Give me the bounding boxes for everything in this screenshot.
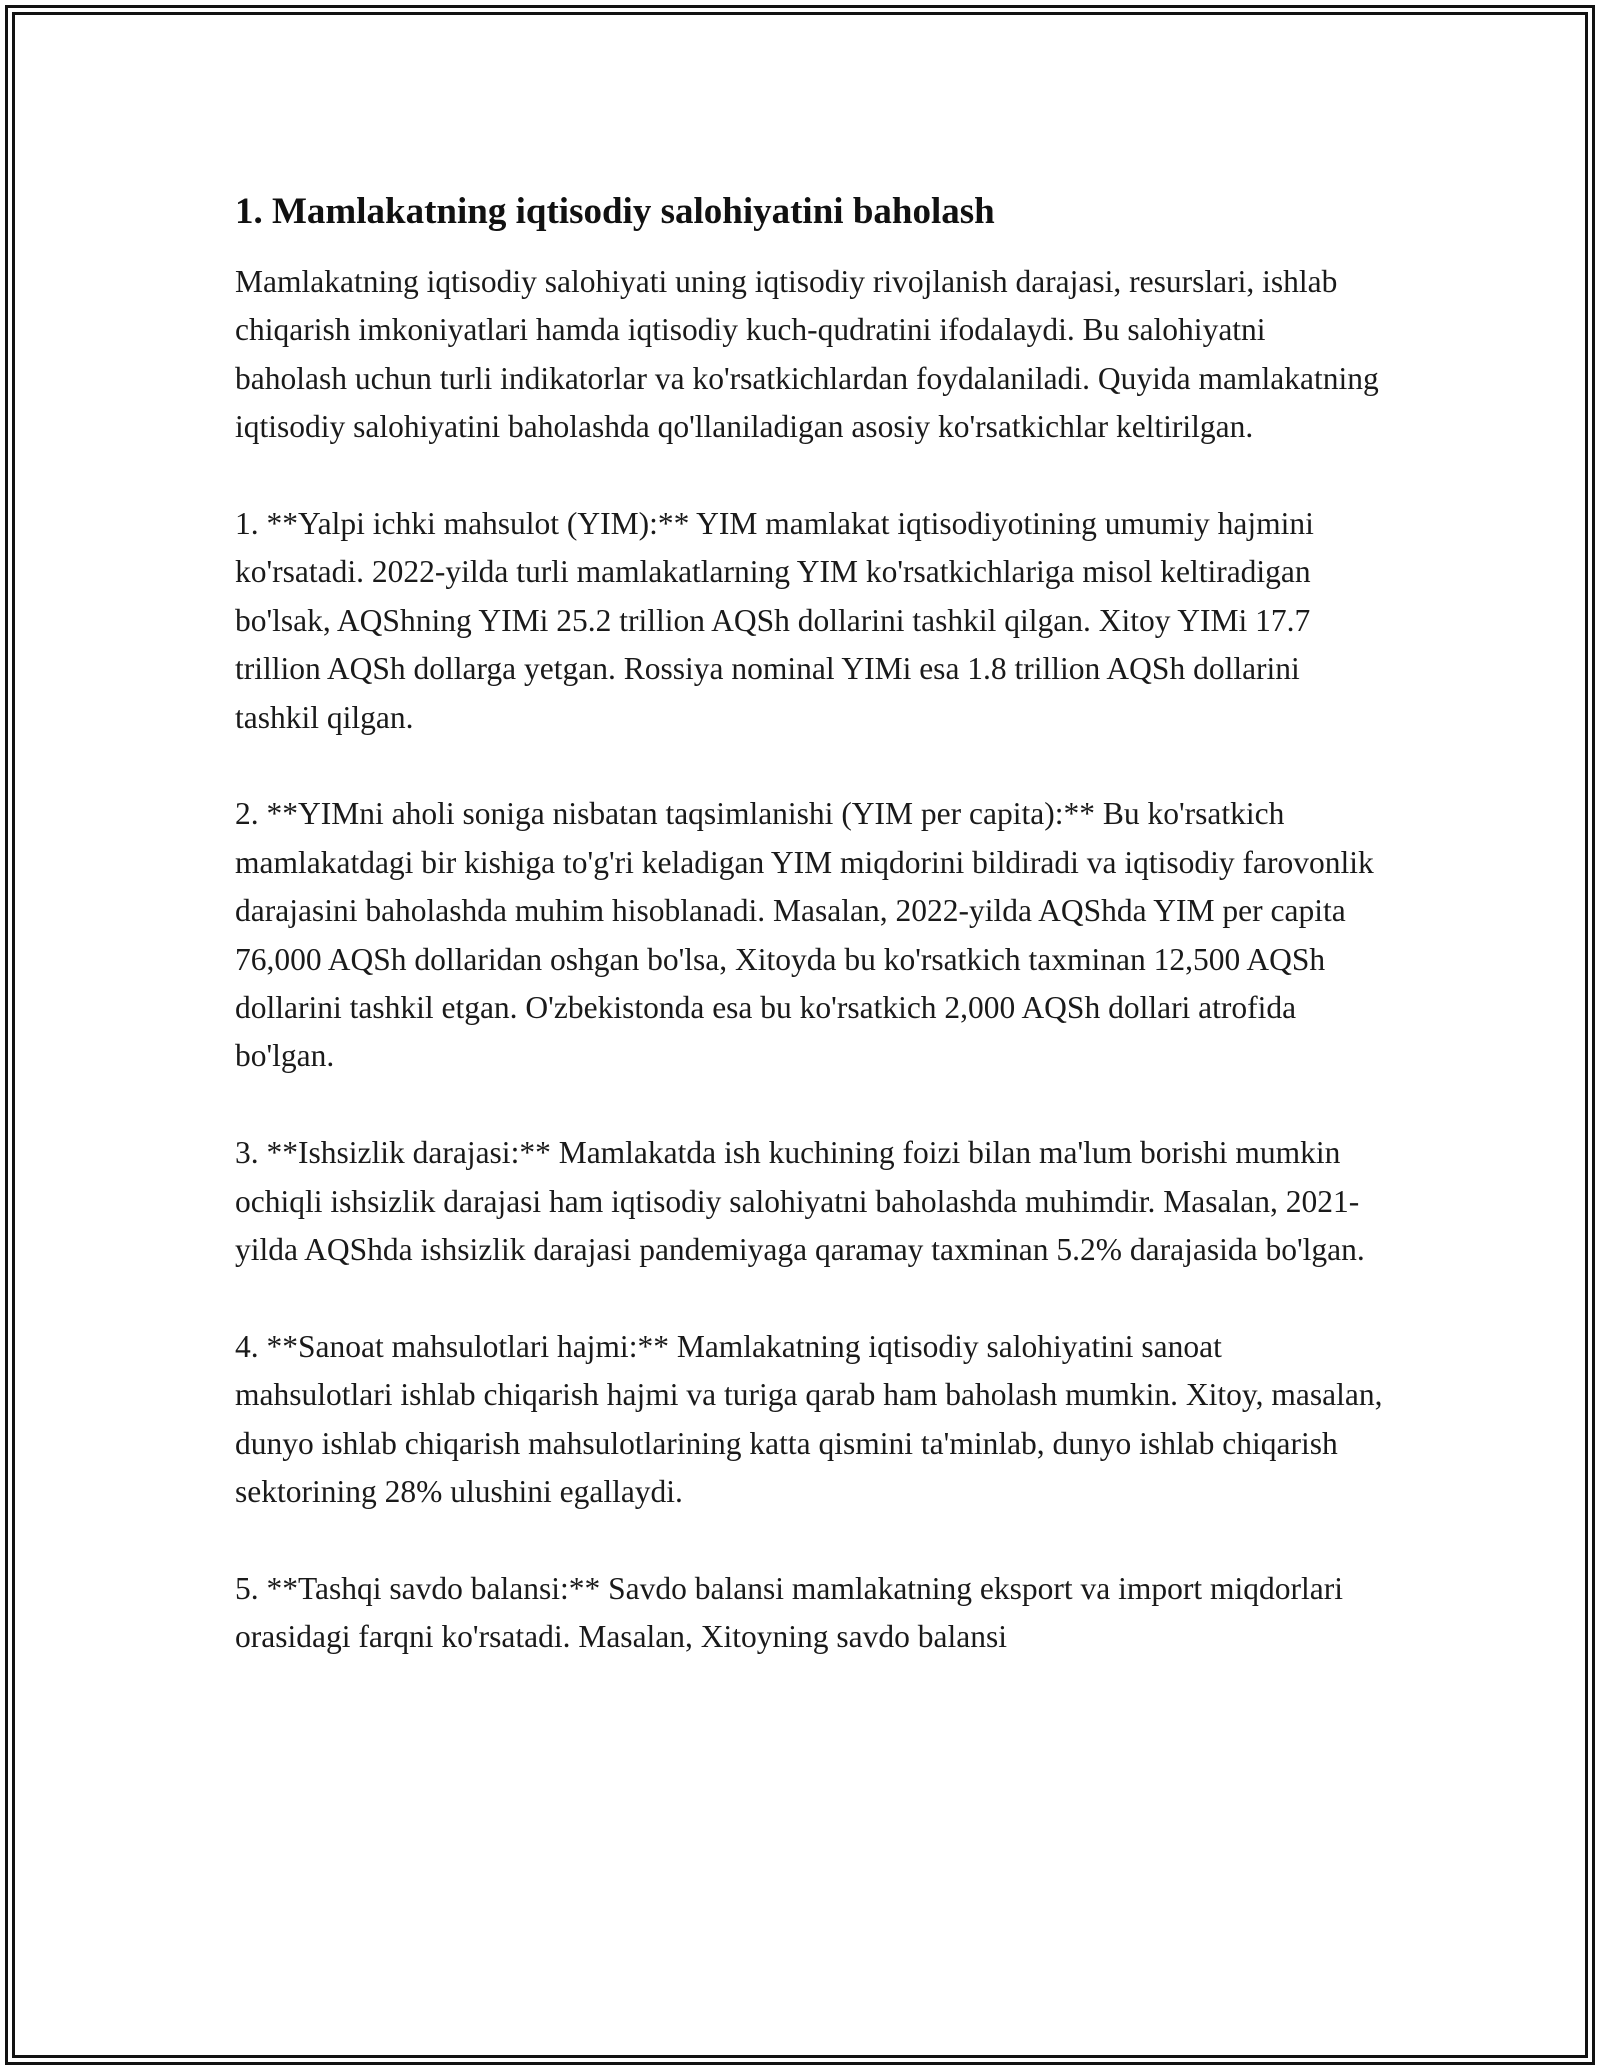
- industrial-output-paragraph: 4. **Sanoat mahsulotlari hajmi:** Mamlakatning iqtisodiy salohiyatini sanoat mahsulotlari ishlab chiqarish hajmi va turiga qarab ham baholash mumkin. Xitoy, masalan, dunyo ishlab chiqarish mahsulotlarining katta qismini ta'minlab, dunyo ishlab chiqarish sektorining 28% ulushini egallaydi.: [235, 1328, 1383, 1510]
- section-heading: 1. Mamlakatning iqtisodiy salohiyatini baholash: [235, 191, 995, 232]
- document-body: [235, 188, 1385, 1710]
- gdp-paragraph: 1. **Yalpi ichki mahsulot (YIM):** YIM mamlakat iqtisodiyotining umumiy hajmini ko'rsatadi. 2022-yilda turli mamlakatlarning YIM ko'rsatkichlariga misol keltiradigan bo'lsak, AQShning YIMi 25.2 trillion AQSh dollarini tashkil qilgan. Xitoy YIMi 17.7 trillion AQSh dollarga yetgan. Rossiya nominal YIMi esa 1.8 trillion AQSh dollarini tashkil qilgan.: [235, 506, 1314, 735]
- intro-paragraph: Mamlakatning iqtisodiy salohiyati uning iqtisodiy rivojlanish darajasi, resurslari, ishlab chiqarish imkoniyatlari hamda iqtisodiy kuch-qudratini ifodalaydi. Bu salohiyatni baholash uchun turli indikatorlar va ko'rsatkichlardan foydalaniladi. Quyida mamlakatning iqtisodiy salohiyatini baholashda qo'llaniladigan asosiy ko'rsatkichlar keltirilgan.: [235, 264, 1379, 445]
- trade-balance-paragraph: 5. **Tashqi savdo balansi:** Savdo balansi mamlakatning eksport va import miqdorlari orasidagi farqni ko'rsatadi. Masalan, Xitoyning savdo balansi: [235, 1570, 1343, 1655]
- unemployment-paragraph: 3. **Ishsizlik darajasi:** Mamlakatda ish kuchining foizi bilan ma'lum borishi mumkin ochiqli ishsizlik darajasi ham iqtisodiy salohiyatni baholashda muhimdir. Masalan, 2021-yilda AQShda ishsizlik darajasi pandemiyaga qaramay taxminan 5.2% darajasida bo'lgan.: [235, 1135, 1365, 1268]
- gdp-per-capita-paragraph: 2. **YIMni aholi soniga nisbatan taqsimlanishi (YIM per capita):** Bu ko'rsatkich mamlakatdagi bir kishiga to'g'ri keladigan YIM miqdorini bildiradi va iqtisodiy farovonlik darajasini baholashda muhim hisoblanadi. Masalan, 2022-yilda AQShda YIM per capita 76,000 AQSh dollaridan oshgan bo'lsa, Xitoyda bu ko'rsatkich taxminan 12,500 AQSh dollarini tashkil etgan. O'zbekistonda esa bu ko'rsatkich 2,000 AQSh dollari atrofida bo'lgan.: [235, 796, 1374, 1074]
